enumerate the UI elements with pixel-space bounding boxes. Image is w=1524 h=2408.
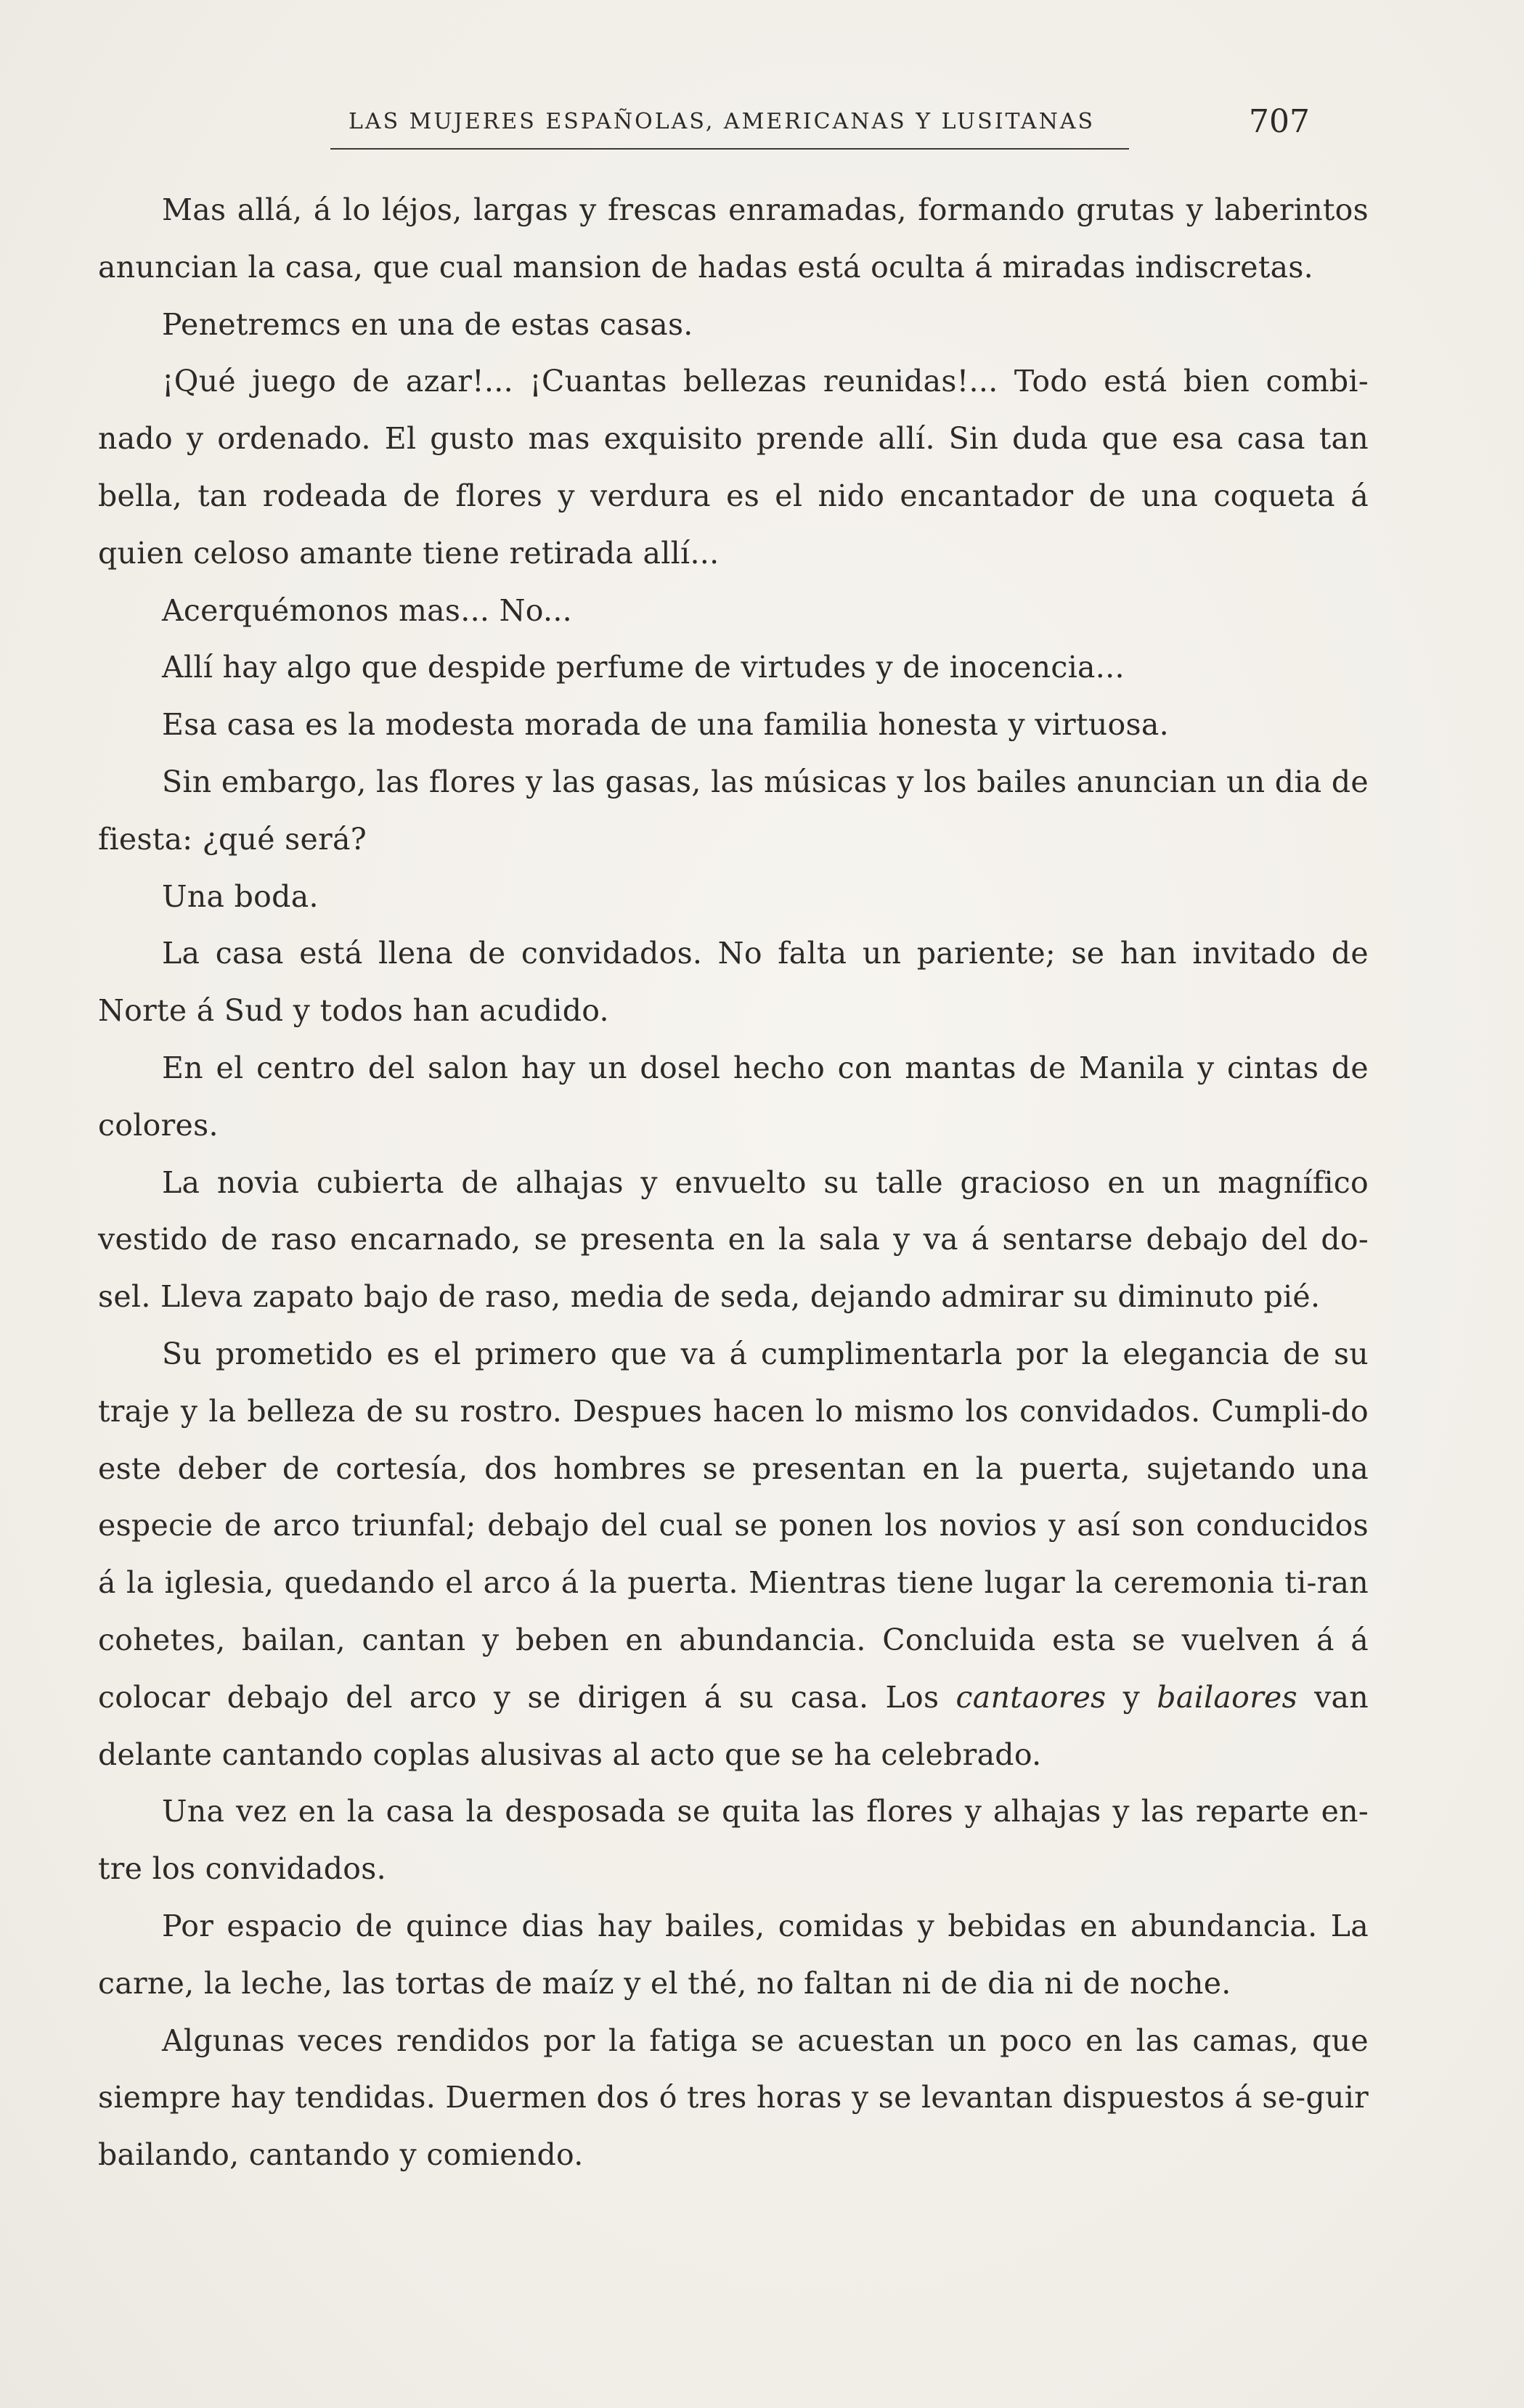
- paragraph: ¡Qué juego de azar!... ¡Cuantas bellezas reunidas!... Todo está bien combi-nado y ordenado. El gusto mas exquisito prende allí. Sin duda que esa casa tan bella, tan rodeada de flores y verdura es el nido encantador de una coqueta á quien celoso amante tiene retirada allí...: [98, 364, 1369, 571]
- page-number: 707: [1249, 103, 1310, 140]
- paragraph: Algunas veces rendidos por la fatiga se acuestan un poco en las camas, que siempre hay tendidas. Duermen dos ó tres horas y se levantan dispuestos á se-guir bailando, cantando y comiendo.: [98, 2023, 1369, 2173]
- paragraph: Acerquémonos mas... No...: [162, 592, 573, 628]
- italic-term: cantaores: [955, 1679, 1107, 1715]
- paragraph: Una boda.: [162, 878, 319, 914]
- paragraph: La novia cubierta de alhajas y envuelto su talle gracioso en un magnífico vestido de raso encarnado, se presenta en la sala y va á sentarse debajo del do-sel. Lleva zapato bajo de raso, media de seda, dejando admirar su diminuto pié.: [98, 1164, 1369, 1315]
- paragraph: Una vez en la casa la desposada se quita las flores y alhajas y las reparte en-tre los convidados.: [98, 1794, 1369, 1887]
- italic-term: bailaores: [1157, 1679, 1297, 1715]
- running-title: LAS MUJERES ESPAÑOLAS, AMERICANAS Y LUSITANAS: [349, 109, 1096, 134]
- paragraph-text: Su prometido es el primero que va á cumplimentarla por la elegancia de su traje y la belleza de su rostro. Despues hacen lo mismo los convidados. Cumpli-do este deber de cortesía, dos hombres se presentan en la puerta, sujetando una especie de arco triunfal; debajo del cual se ponen los novios y así son conducidos á la iglesia, quedando el arco á la puerta. Mientras tiene lugar la ceremonia ti-ran cohetes, bailan, cantan y beben en abundancia. Concluida esta se vuelven á á colocar debajo del arco y se dirigen á su casa. Los: [98, 1336, 1369, 1715]
- paragraph: Esa casa es la modesta morada de una familia honesta y virtuosa.: [162, 707, 1169, 743]
- paragraph: Penetremcs en una de estas casas.: [162, 306, 693, 342]
- paragraph: Por espacio de quince dias hay bailes, comidas y bebidas en abundancia. La carne, la leche, las tortas de maíz y el thé, no faltan ni de dia ni de noche.: [98, 1908, 1369, 2001]
- paragraph: Sin embargo, las flores y las gasas, las músicas y los bailes anuncian un dia de fiesta: ¿qué será?: [98, 764, 1369, 857]
- paragraph-text: van delante cantando coplas alusivas al acto que se ha celebrado.: [98, 1679, 1369, 1772]
- paragraph: Mas allá, á lo léjos, largas y frescas enramadas, formando grutas y laberintos anuncian la casa, que cual mansion de hadas está oculta á miradas indiscretas.: [98, 192, 1369, 285]
- running-header: [330, 103, 1310, 151]
- paragraph: La casa está llena de convidados. No falta un pariente; se han invitado de Norte á Sud y todos han acudido.: [98, 936, 1369, 1029]
- paragraph: Allí hay algo que despide perfume de virtudes y de inocencia...: [162, 650, 1125, 685]
- paragraph-text: y: [1122, 1679, 1141, 1715]
- body-text: [98, 181, 1369, 2184]
- header-rule: [330, 148, 1129, 150]
- paragraph: [98, 1326, 1369, 1783]
- paragraph: En el centro del salon hay un dosel hecho con mantas de Manila y cintas de colores.: [98, 1050, 1369, 1143]
